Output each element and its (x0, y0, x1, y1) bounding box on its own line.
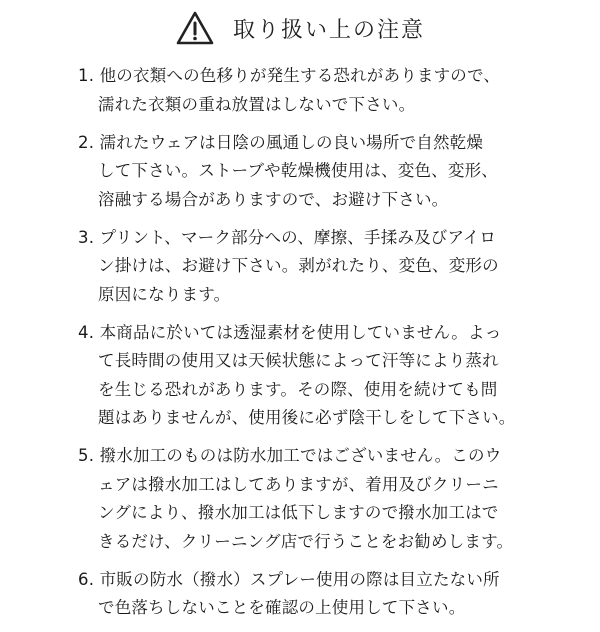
notice-text: 市販の防水（撥水）スプレー使用の際は目立たない所 (99, 569, 500, 589)
notice-continuation-line: て長時間の使用又は天候状態によって汗等により蒸れ (98, 351, 499, 370)
notice-item-6 (78, 566, 588, 623)
notice-first-line (78, 224, 588, 253)
notice-continuation-line: 濡れた衣類の重ね放置はしないで下さい。 (98, 94, 416, 114)
warning-triangle-icon (175, 10, 215, 46)
notice-text: 本商品に於いては透湿素材を使用していません。よっ (99, 322, 502, 342)
notice-continuation-line: して下さい。ストーブや乾燥機使用は、変色、変形、 (98, 161, 498, 180)
notice-number: 2. (78, 132, 95, 152)
notice-continuation-line: ェアは撥水加工はしてありますが、着用及びクリーニ (98, 474, 499, 494)
notice-first-line (78, 319, 588, 348)
notice-continuation-line: 原因になります。 (98, 284, 231, 304)
notice-item-5 (78, 442, 588, 556)
notice-first-line (78, 129, 588, 158)
notice-number: 3. (78, 227, 95, 247)
notice-number: 5. (78, 446, 95, 465)
notice-continuation-line: 溶融する場合がありますので、お避け下さい。 (98, 189, 449, 209)
notice-text: 他の衣類への色移りが発生する恐れがありますので、 (99, 66, 501, 85)
notice-number: 4. (78, 322, 95, 342)
notice-continuation-line: ングにより、撥水加工は低下しますので撥水加工はで (98, 503, 499, 522)
notice-text: 撥水加工のものは防水加工ではございません。このウ (99, 446, 502, 465)
header (0, 8, 600, 48)
notice-item-4 (78, 319, 588, 433)
notice-list (78, 62, 588, 632)
notice-item-1 (78, 62, 588, 119)
notice-continuation-line: きるだけ、クリーニング店で行うことをお勧めします。 (98, 531, 514, 551)
notice-continuation-line: で色落ちしないことを確認の上使用して下さい。 (98, 598, 466, 617)
page-title: 取り扱い上の注意 (232, 17, 425, 43)
notice-item-3 (78, 224, 588, 310)
notice-first-line (78, 442, 588, 471)
notice-continuation-line: ン掛けは、お避け下さい。剥がれたり、変色、変形の (98, 256, 499, 275)
notice-first-line (78, 62, 588, 91)
notice-continuation-line: を生じる恐れがあります。その際、使用を続けても問 (98, 379, 498, 399)
notice-text: 濡れたウェアは日陰の風通しの良い場所で自然乾燥 (99, 132, 484, 152)
notice-first-line (78, 566, 588, 595)
notice-number: 6. (78, 569, 95, 589)
notice-number: 1. (78, 66, 95, 85)
notice-item-2 (78, 129, 588, 215)
notice-continuation-line: 題はありませんが、使用後に必ず陰干しをして下さい。 (98, 408, 516, 427)
notice-text: プリント、マーク部分への、摩擦、手揉み及びアイロ (99, 227, 497, 247)
